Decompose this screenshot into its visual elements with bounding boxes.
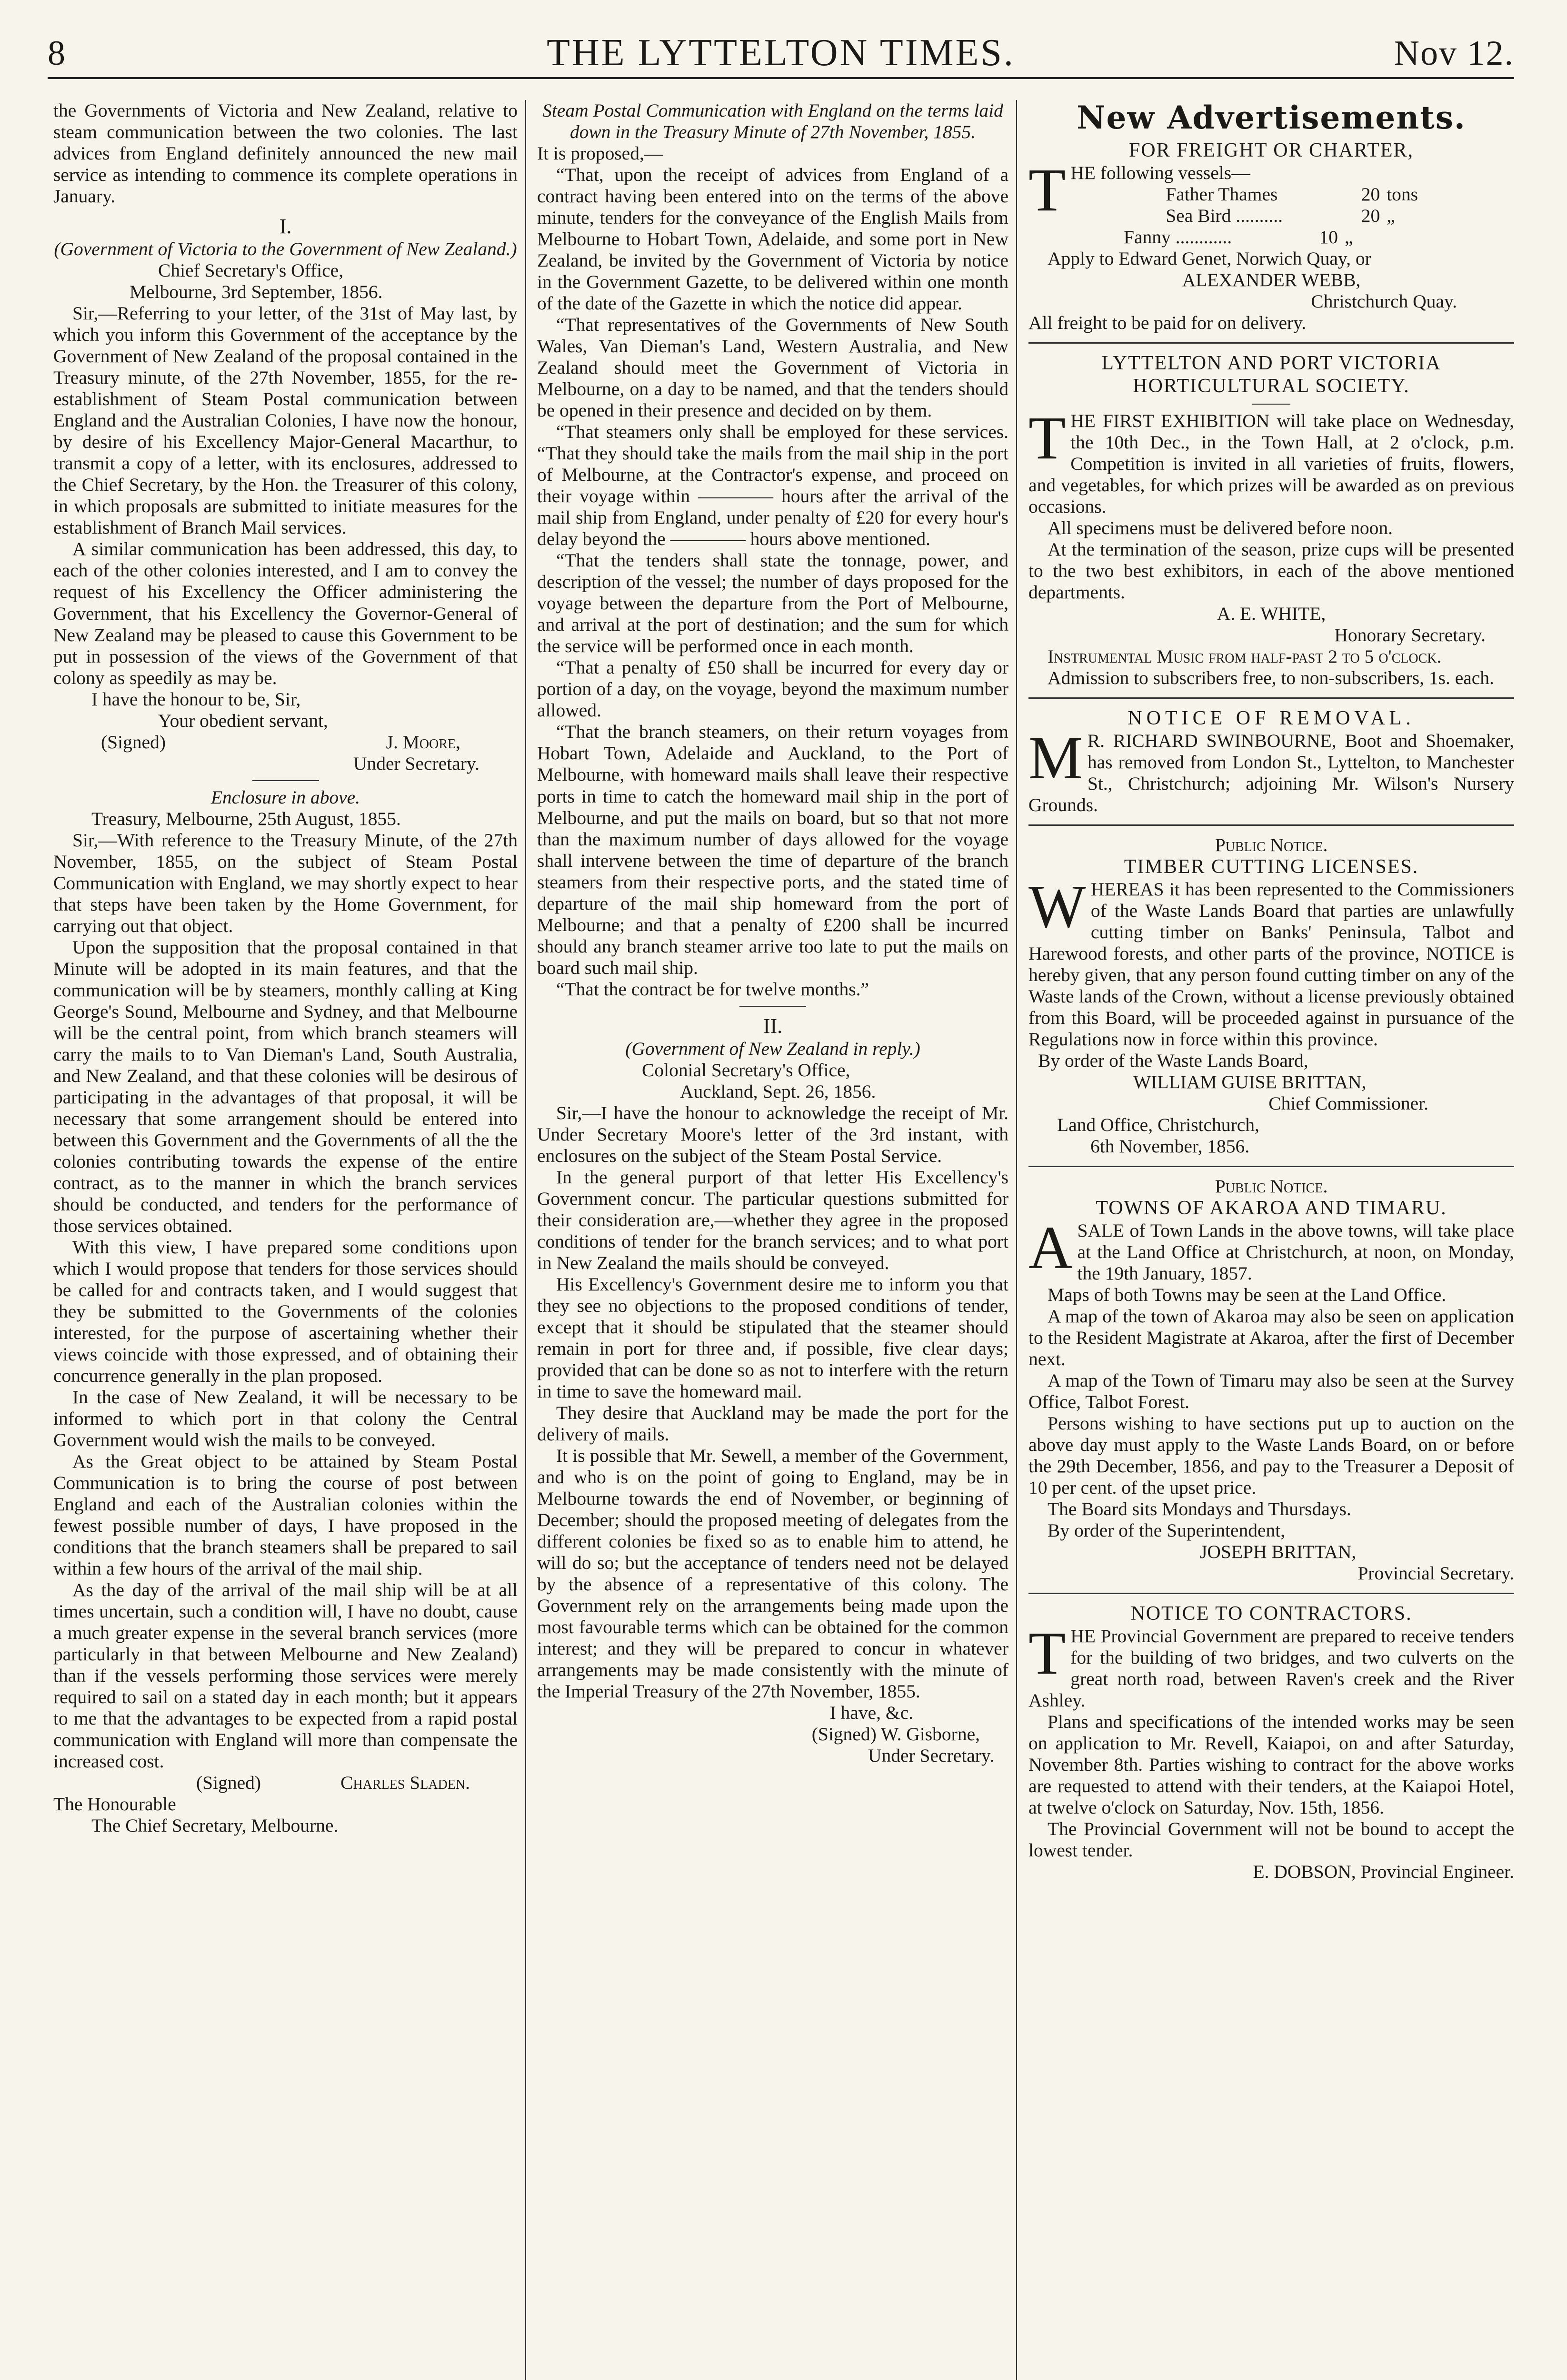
divider bbox=[739, 1006, 806, 1007]
contractors-advert bbox=[1028, 1603, 1514, 1883]
address-line: The Chief Secretary, Melbourne. bbox=[91, 1815, 339, 1836]
vessel-row bbox=[1070, 184, 1514, 205]
minute-paragraph: “That the branch steamers, on their return voyages from Hobart Town, Adelaide and Auckland, to the Port of Melbourne, with homeward mails shall leave their respective ports in time to catch the homeward mail ship in the port of Melbourne, and put the mails on board, but so that not more than the maximum number of days allowed for the voyage shall intervene between the time of departure of the branch steamers from their respective ports, and the stated time of departure of the mail ship homeward from the port of Melbourne; and that a penalty of £200 shall be incurred should any branch steamer arrive too late to put the mails on board such mail ship. bbox=[537, 721, 1008, 978]
advert-heading: NOTICE TO CONTRACTORS. bbox=[1130, 1603, 1412, 1625]
masthead bbox=[48, 25, 1514, 79]
advert-text: HE FIRST EXHIBITION will take place on Wednesday, the 10th Dec., in the Town Hall, at 2 o'clock, p.m. Competition is invited in all varieties of fruits, flowers, and vegetables, for which prizes will be awarded as on previous occasions. bbox=[1028, 410, 1514, 517]
advert-text: HE following vessels— bbox=[1070, 162, 1250, 184]
minute-paragraph: “That representatives of the Governments of New South Wales, Van Dieman's Land, Western Australia, and New Zealand should meet the Government of Victoria in Melbourne, on a day to be named, and that the tenders should be opened in their presence and decided on by them. bbox=[537, 314, 1008, 421]
divider bbox=[1028, 1593, 1514, 1594]
advert-text: Maps of both Towns may be seen at the Land Office. bbox=[1048, 1284, 1447, 1306]
horticultural-advert bbox=[1028, 352, 1514, 689]
drop-capital: W bbox=[1028, 873, 1086, 941]
freight-advert bbox=[1028, 139, 1514, 334]
advert-text: HEREAS it has been represented to the Commissioners of the Waste Lands Board that parties are unlawfully cutting timber on Banks' Peninsula, Talbot and Harewood forests, and other parts of the province, NOTICE is hereby given, that any person found cutting timber on any of the Waste lands of the Crown, without a license previously obtained from this Board, will be proceeded against in pursuance of the Regulations now in force within this province. bbox=[1028, 879, 1514, 1050]
advert-heading: NOTICE OF REMOVAL. bbox=[1128, 707, 1415, 730]
office-line: Chief Secretary's Office, bbox=[158, 260, 344, 281]
signer-name: (Signed) W. Gisborne, bbox=[811, 1724, 980, 1745]
column-divider bbox=[525, 100, 526, 2380]
advert-text: By order of the Superintendent, bbox=[1048, 1520, 1286, 1541]
removal-advert bbox=[1028, 707, 1514, 816]
divider bbox=[1028, 824, 1514, 826]
vessel-name: Sea Bird .......... bbox=[1166, 205, 1283, 227]
letter-paragraph: In the general purport of that letter His Excellency's Government concur. The particular questions submitted for their consideration are,—whether they agree in the proposed conditions of tender for the branch services; and to what port in New Zealand the mails should be conveyed. bbox=[537, 1166, 1008, 1273]
signer-name: Charles Sladen. bbox=[340, 1772, 470, 1794]
signed-label: (Signed) bbox=[196, 1772, 261, 1794]
drop-capital: M bbox=[1028, 724, 1083, 792]
drop-capital: A bbox=[1028, 1214, 1073, 1282]
vessel-tonnage: 20 bbox=[1361, 184, 1380, 205]
timber-licenses-advert bbox=[1028, 834, 1514, 1157]
column-1 bbox=[53, 100, 518, 2380]
letter-paragraph: They desire that Auckland may be made the port for the delivery of mails. bbox=[537, 1402, 1008, 1445]
letter-paragraph: With this view, I have prepared some conditions upon which I would propose that tenders for those services should be called for and contracts taken, and I would suggest that they be submitted to the Governments of the colonies interested, for the purpose of ascertaining whether their views coincide with those expressed, and of obtaining their concurrence generally in the plan proposed. bbox=[53, 1236, 518, 1387]
signature-line bbox=[53, 1772, 518, 1794]
minute-paragraph: “That the contract be for twelve months.” bbox=[556, 978, 869, 1000]
closing-line: Your obedient servant, bbox=[158, 710, 328, 731]
newspaper-title: THE LYTTELTON TIMES. bbox=[547, 32, 1015, 74]
towns-advert bbox=[1028, 1176, 1514, 1584]
letter-paragraph: His Excellency's Government desire me to inform you that they see no objections to the proposed conditions of tender, except that it should be stipulated that the steamer should remain in port for three and, if possible, five clear days; provided that can be done so as not to interfere with the return in time to save the homeward mail. bbox=[537, 1273, 1008, 1402]
column-2 bbox=[537, 100, 1008, 2380]
signer-title: Under Secretary. bbox=[353, 753, 479, 774]
signer-name: A. E. WHITE, bbox=[1217, 603, 1326, 625]
vessel-row bbox=[1070, 205, 1514, 227]
treasury-line: Treasury, Melbourne, 25th August, 1855. bbox=[91, 808, 401, 829]
column-divider bbox=[1016, 100, 1017, 2380]
minute-paragraph: “That steamers only shall be employed for these services. “That they should take the mails from the mail ship in the port of Melbourne, at the Contractor's expense, and proceed on their voyage within ———— hours after the arrival of the mail ship from England, under penalty of £20 for every hour's delay beyond the ———— hours above mentioned. bbox=[537, 421, 1008, 550]
address-line: The Honourable bbox=[53, 1794, 176, 1815]
drop-capital: T bbox=[1028, 1619, 1066, 1687]
minute-paragraph: “That a penalty of £50 shall be incurred for every day or portion of a day, on the voyage, beyond the maximum number allowed. bbox=[537, 657, 1008, 721]
advert-heading: HORTICULTURAL SOCIETY. bbox=[1133, 375, 1410, 397]
vessel-name: Father Thames bbox=[1166, 184, 1278, 205]
divider bbox=[1028, 1166, 1514, 1167]
section-heading: (Government of New Zealand in reply.) bbox=[625, 1038, 920, 1059]
divider bbox=[1028, 342, 1514, 344]
office-line: Colonial Secretary's Office, bbox=[642, 1059, 850, 1081]
vessel-unit: tons bbox=[1387, 184, 1418, 205]
office-date: Auckland, Sept. 26, 1856. bbox=[680, 1081, 876, 1102]
letter-paragraph: Sir,—I have the honour to acknowledge the receipt of Mr. Under Secretary Moore's letter of the 3rd instant, with enclosures on the subject of the Steam Postal Service. bbox=[537, 1102, 1008, 1166]
signer-name: JOSEPH BRITTAN, bbox=[1200, 1541, 1357, 1563]
vessel-name: Fanny ............ bbox=[1124, 227, 1232, 248]
vessel-tonnage: 20 bbox=[1361, 205, 1380, 227]
enclosure-heading: Enclosure in above. bbox=[210, 786, 360, 808]
letter-paragraph: Sir,—With reference to the Treasury Minute, of the 27th November, 1855, on the subject of Steam Postal Communication with England, we may shortly expect to hear that steps have been taken by the Home Government, for carrying out that object. bbox=[53, 829, 518, 936]
signature-line bbox=[53, 732, 518, 753]
date-line: 6th November, 1856. bbox=[1090, 1136, 1250, 1157]
article-paragraph: the Governments of Victoria and New Zealand, relative to steam communication between the two colonies. The last advices from England definitely announced the new mail service as intending to commence its complete operations in January. bbox=[53, 100, 518, 207]
advert-text: By order of the Waste Lands Board, bbox=[1038, 1050, 1308, 1071]
advert-text: The Board sits Mondays and Thursdays. bbox=[1048, 1498, 1351, 1520]
advert-text: Persons wishing to have sections put up to auction on the above day must apply to the Waste Lands Board, on or before the 29th December, 1856, and pay to the Treasurer a Deposit of 10 per cent. of the upset price. bbox=[1028, 1413, 1514, 1498]
advert-heading: TOWNS OF AKAROA AND TIMARU. bbox=[1096, 1197, 1447, 1220]
minute-paragraph: “That the tenders shall state the tonnage, power, and description of the vessel; the number of days proposed for the voyage between the departure from the Port of Melbourne, and arrival at the port of destination; and the sum for which the service will be performed once in each month. bbox=[537, 550, 1008, 657]
closing-line: I have the honour to be, Sir, bbox=[91, 688, 301, 710]
letter-paragraph: Sir,—Referring to your letter, of the 31st of May last, by which you inform this Government of the acceptance by the Government of New Zealand of the proposal contained in the Treasury minute, of the 27th November, 1855, for the re-establishment of Steam Postal communication between England and the Australian Colonies, I have now the honour, by desire of his Excellency Major-General Macarthur, to transmit a copy of a letter, with its enclosures, addressed to the Chief Secretary, by the Hon. the Treasurer of this colony, in which proposals are submitted to initiate measures for the establishment of Branch Mail services. bbox=[53, 303, 518, 538]
signer-title: Under Secretary. bbox=[868, 1745, 994, 1766]
drop-capital: T bbox=[1028, 156, 1066, 224]
advert-heading: TIMBER CUTTING LICENSES. bbox=[1124, 856, 1419, 878]
advert-text: Plans and specifications of the intended works may be seen on application to Mr. Revell, Kaiapoi, on and after Saturday, November 8th. Parties wishing to contract for the above works are requested to attend with their tenders, at the Kaiapoi Hotel, at twelve o'clock on Saturday, Nov. 15th, 1856. bbox=[1028, 1711, 1514, 1818]
notice-label: Public Notice. bbox=[1215, 1176, 1328, 1197]
signed-label: (Signed) bbox=[101, 731, 166, 753]
advert-text: All specimens must be delivered before noon. bbox=[1048, 517, 1393, 539]
vessel-tonnage: 10 bbox=[1319, 227, 1338, 248]
advert-heading: LYTTELTON AND PORT VICTORIA bbox=[1101, 352, 1441, 375]
signer-name: J. Moore, bbox=[386, 731, 460, 753]
section-number: II. bbox=[763, 1014, 783, 1038]
advert-text: The Provincial Government will not be bound to accept the lowest tender. bbox=[1028, 1818, 1514, 1861]
advert-text: SALE of Town Lands in the above towns, will take place at the Land Office at Christchurch, at noon, on Monday, the 19th January, 1857. bbox=[1077, 1220, 1514, 1284]
page-number: 8 bbox=[48, 34, 65, 73]
office-date: Melbourne, 3rd September, 1856. bbox=[130, 281, 383, 303]
agent-address: Christchurch Quay. bbox=[1311, 291, 1457, 312]
letter-paragraph: It is possible that Mr. Sewell, a member of the Government, and who is on the point of going to England, may be in Melbourne towards the end of November, or beginning of December; should the proposed meeting of delegates from the different colonies be fixed so as to enable him to attend, he will do so; but the acceptance of tenders need not be delayed by the absence of a representative of this colony. The Government rely on the arrangements being made upon the most favourable terms which can be obtained for the common interest; and they will be prepared to concur in whatever arrangements may be made consistently with the minute of the Imperial Treasury of the 27th November, 1855. bbox=[537, 1445, 1008, 1702]
letter-paragraph: Upon the supposition that the proposal contained in that Minute will be adopted in its main features, and that the communication will be by steamers, monthly calling at King George's Sound, Melbourne and Sydney, and that Melbourne will be the central point, from which branch steamers will carry the mails to to Van Dieman's Land, South Australia, and New Zealand, and that these colonies will be desirous of participating in the advantages of that proposal, it will be necessary that some arrangement should be entered into between this Government and the Governments of all the the colonies contributing towards the expense of the entire contract, as to the manner in which the branch services should be conducted, and tenders for the performance of those services obtained. bbox=[53, 936, 518, 1236]
minute-intro: It is proposed,— bbox=[537, 143, 663, 164]
section-number: I. bbox=[279, 215, 292, 238]
advert-text: Admission to subscribers free, to non-subscribers, 1s. each. bbox=[1048, 667, 1494, 689]
signer-title: Honorary Secretary. bbox=[1334, 625, 1486, 646]
signer-name: WILLIAM GUISE BRITTAN, bbox=[1133, 1071, 1367, 1093]
advert-text: Apply to Edward Genet, Norwich Quay, or bbox=[1048, 248, 1371, 269]
place-line: Land Office, Christchurch, bbox=[1057, 1114, 1259, 1136]
signer-title: Chief Commissioner. bbox=[1268, 1093, 1428, 1114]
letter-paragraph: As the Great object to be attained by Steam Postal Communication is to bring the course of post between England and each of the Australian colonies within the fewest possible number of days, I have proposed in the conditions that the branch steamers shall be prepared to sail within a few hours of the arrival of the mail ship. bbox=[53, 1451, 518, 1579]
vessel-row bbox=[1028, 227, 1514, 248]
minute-paragraph: “That, upon the receipt of advices from England of a contract having been entered into on the terms of the above minute, tenders for the conveyance of the English Mails from Melbourne to Hobart Town, Adelaide, and some port in New Zealand, be invited by the Government of Victoria by notice in the Government Gazette, to be delivered within one month of the date of the Gazette in which the notice did appear. bbox=[537, 164, 1008, 314]
advert-text: All freight to be paid for on delivery. bbox=[1028, 312, 1307, 334]
advert-text: At the termination of the season, prize cups will be presented to the two best exhibitors, in each of the above mentioned departments. bbox=[1028, 539, 1514, 603]
letter-paragraph: A similar communication has been addressed, this day, to each of the other colonies interested, and I am to convey the request of his Excellency the Officer administering the Government, that his Excellency the Governor-General of New Zealand may be pleased to cause this Government to be put in possession of the views of the Government of that colony as speedily as may be. bbox=[53, 538, 518, 688]
divider bbox=[1252, 404, 1290, 405]
agent-name: ALEXANDER WEBB, bbox=[1182, 269, 1361, 291]
advert-text: R. RICHARD SWINBOURNE, Boot and Shoemaker, has removed from London St., Lyttelton, to Manchester St., Christchurch; adjoining Mr. Wilson's Nursery Grounds. bbox=[1028, 730, 1514, 816]
notice-label: Public Notice. bbox=[1215, 834, 1328, 856]
drop-capital: T bbox=[1028, 404, 1066, 472]
section-heading: (Government of Victoria to the Government of New Zealand.) bbox=[54, 238, 517, 260]
advert-text: Instrumental Music from half-past 2 to 5 o'clock. bbox=[1048, 646, 1442, 667]
vessel-unit: „ bbox=[1387, 205, 1395, 227]
letter-paragraph: In the case of New Zealand, it will be necessary to be informed to which port in that colony the Central Government would wish the mails to be conveyed. bbox=[53, 1387, 518, 1451]
signer-name: E. DOBSON, Provincial Engineer. bbox=[1253, 1861, 1514, 1883]
divider bbox=[252, 780, 319, 781]
signer-title: Provincial Secretary. bbox=[1357, 1563, 1514, 1584]
issue-date: Nov 12. bbox=[1394, 34, 1514, 73]
closing-line: I have, &c. bbox=[829, 1702, 913, 1724]
new-advertisements-heading: New Advertisements. bbox=[1077, 100, 1466, 136]
divider bbox=[1028, 697, 1514, 699]
advert-text: A map of the Town of Timaru may also be seen at the Survey Office, Talbot Forest. bbox=[1028, 1370, 1514, 1413]
advert-heading: FOR FREIGHT OR CHARTER, bbox=[1128, 139, 1414, 162]
vessel-unit: „ bbox=[1345, 227, 1353, 248]
advert-text: HE Provincial Government are prepared to receive tenders for the building of two bridges, and two culverts on the great north road, between Raven's creek and the River Ashley. bbox=[1028, 1626, 1514, 1711]
advert-text: A map of the town of Akaroa may also be seen on application to the Resident Magistrate at Akaroa, after the first of December next. bbox=[1028, 1306, 1514, 1370]
column-3 bbox=[1028, 100, 1514, 2380]
letter-paragraph: As the day of the arrival of the mail ship will be at all times uncertain, such a condition will, I have no doubt, cause a much greater expense in the several branch services (more particularly in that between Melbourne and New Zealand) than if the vessels performing those services were merely required to sail on a stated day in each month; but it appears to me that the advantages to be expected from a rapid postal communication with England will more than compensate the increased cost. bbox=[53, 1579, 518, 1772]
minute-heading: Steam Postal Communication with England on the terms laid down in the Treasury Minute of 27th November, 1855. bbox=[542, 100, 1003, 143]
